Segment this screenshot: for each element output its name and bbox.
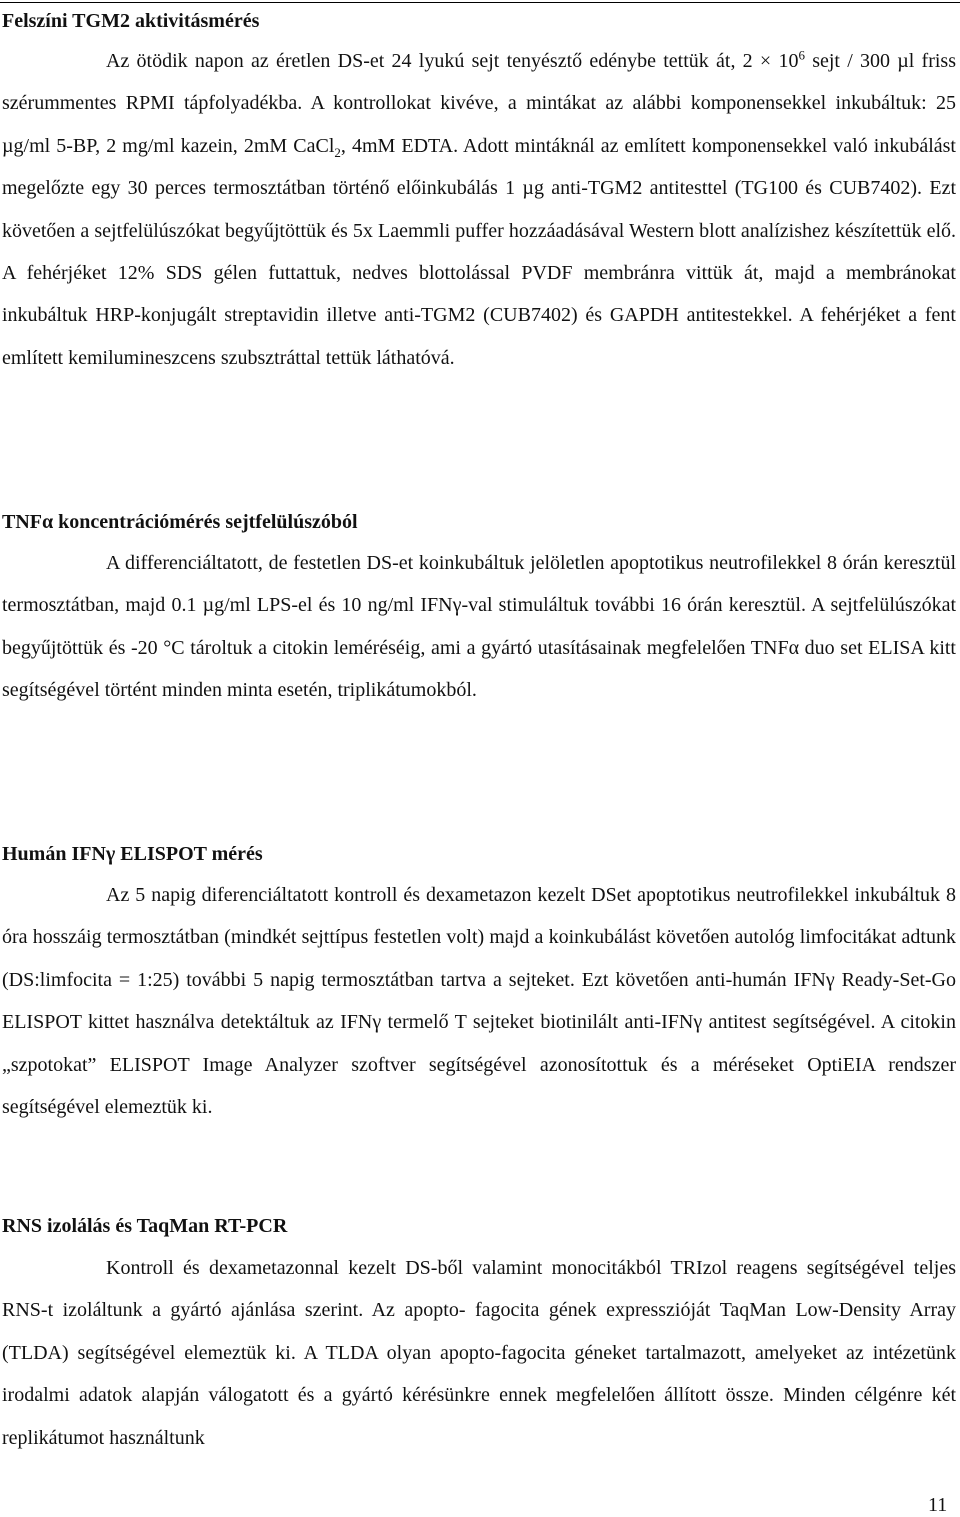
paragraph-ifng-elispot: Az 5 napig diferenciáltatott kontroll és dexametazon kezelt DSet apoptotikus neutrofilekkel inkubáltuk 8 óra hosszáig termosztátban (mindkét sejttípus festetlen volt) majd a koinkubálást követően autológ limfocitákat adtunk (DS:limfocita = 1:25) további 5 napig termosztátban tartva a sejteket. Ezt követően anti-humán IFNγ Ready-Set-Go ELISPOT kittet használva detektáltuk az IFNγ termelő T sejteket biotinilált anti-IFNγ antitest segítségével. A citokin „szpotokat” ELISPOT Image Analyzer szoftver segítségével azonosítottuk és a méréseket OptiEIA rendszer segítségével elemeztük ki. (2, 884, 956, 1119)
paragraph-rna-isolation: Kontroll és dexametazonnal kezelt DS-ből valamint monocitákból TRIzol reagens segítségével teljes RNS-t izoláltunk a gyártó ajánlása szerint. Az apopto- fagocita gének expresszióját TaqMan Low-Density Array (TLDA) segítségével elemeztük ki. A TLDA olyan apopto-fagocita géneket tartalmazott, amelyeket az intézetünk irodalmi adatok alapján válogatott és a gyártó kérésünkre ennek megfelelően állított össze. Minden célgénre két replikátumot használtunk (2, 1257, 956, 1449)
heading-ifng-elispot: Humán IFNγ ELISPOT mérés (2, 843, 263, 865)
page-number: 11 (928, 1494, 948, 1516)
heading-tnfa: TNFα koncentrációmérés sejtfelülúszóból (2, 511, 358, 533)
paragraph-tgm2-activity: Az ötödik napon az éretlen DS-et 24 lyukú sejt tenyésztő edénybe tettük át, $2 \times 10^6$ sejt / 300 µl friss szérummentes RPMI tápfolyadékba. A kontrollokat kivéve, a mintákat az alábbi komponensekkel inkubáltuk: 25 µg/ml 5-BP, 2 mg/ml kazein, 2mM CaCl$_2$, 4mM EDTA. Adott mintáknál az említett komponensekkel való inkubálást megelőzte egy 30 perces termosztátban történő előinkubálás 1 µg anti-TGM2 antitesttel (TG100 és CUB7402). Ezt követően a sejtfelülúszókat begyűjtöttük és 5x Laemmli puffer hozzáadásával Western blott analízishez készítettük elő. A fehérjéket 12% SDS gélen futtattuk, nedves blottolással PVDF membránra vittük át, majd a membránokat inkubáltuk HRP-konjugált streptavidin illetve anti-TGM2 (CUB7402) és GAPDH antitestekkel. A fehérjéket a fent említett kemilumineszcens szubsztráttal tettük láthatóvá. (2, 47, 956, 369)
heading-tgm2-activity: Felszíni TGM2 aktivitásmérés (2, 10, 260, 32)
heading-rna-isolation: RNS izolálás és TaqMan RT-PCR (2, 1215, 288, 1237)
paragraph-tnfa: A differenciáltatott, de festetlen DS-et koinkubáltuk jelöletlen apoptotikus neutrofilekkel 8 órán keresztül termosztátban, majd 0.1 µg/ml LPS-el és 10 ng/ml IFNγ-val stimuláltuk további 16 órán keresztül. A sejtfelülúszókat begyűjtöttük és -20 °C tároltuk a citokin leméréséig, ami a gyártó utasításainak megfelelően TNFα duo set ELISA kitt segítségével történt minden minta esetén, triplikátumokból. (2, 552, 956, 702)
header-rule (0, 2, 960, 3)
